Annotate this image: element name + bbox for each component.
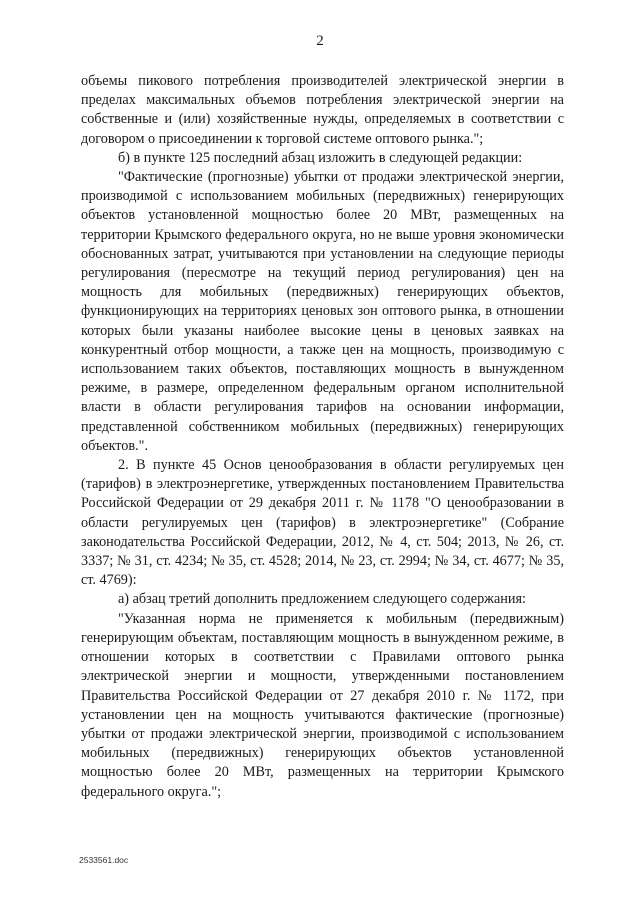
paragraph-quote-losses: "Фактические (прогнозные) убытки от продажи электрической энергии, производимой с использованием мобильных (передвижных) генерирующих объектов установленной мощностью более 20 МВт, размещенных на территории Крымского федерального округа, но не выше уровня экономически обоснованных затрат, учитываются при установлении на следующие периоды регулирования (пересмотре на текущий период регулирования) цен на мощность для мобильных (передвижных) генерирующих объектов, функционирующих на территориях ценовых зон оптового рынка, в отношении которых были указаны наиболее высокие цены в ценовых заявках на конкурентный отбор мощности, а также цен на мощность, производимую с использованием таких объектов, поставляющих мощность в вынужденном режиме, в размере, определенном федеральным органом исполнительной власти в области регулирования тарифов на основании информации, представленной собственником мобильных (передвижных) генерирующих объектов.". xyxy=(81,169,564,454)
file-name-footer: 2533561.doc xyxy=(79,855,129,865)
paragraph-quote-norm: "Указанная норма не применяется к мобильным (передвижным) генерирующим объектам, поставляющим мощность в вынужденном режиме, в отношении которых в соответствии с Правилами оптового рынка электрической энергии и мощности, утвержденными постановлением Правительства Российской Федерации от 27 декабря 2010 г. № 1172, при установлении цен на мощность учитываются фактические (прогнозные) убытки от продажи электрической энергии, производимой с использованием мобильных (передвижных) генерирующих объектов установленной мощностью более 20 МВт, размещенных на территории Крымского федерального округа."; xyxy=(81,610,564,800)
page-number: 2 xyxy=(316,33,324,49)
paragraph-continuation: объемы пикового потребления производителей электрической энергии в пределах максимальных объемов потребления электрической энергии на собственные и (или) хозяйственные нужды, определяемых в соответствии с договором о присоединении к торговой системе оптового рынка."; xyxy=(81,73,564,147)
document-body xyxy=(81,72,564,802)
paragraph-item-a: а) абзац третий дополнить предложением следующего содержания: xyxy=(118,591,526,608)
paragraph-item-2: 2. В пункте 45 Основ ценообразования в области регулируемых цен (тарифов) в электроэнергетике, утвержденных постановлением Правительства Российской Федерации от 29 декабря 2011 г. № 1178 "О ценообразовании в области регулируемых цен (тарифов) в электроэнергетике" (Собрание законодательства Российской Федерации, 2012, № 4, ст. 504; 2013, № 26, ст. 3337; № 31, ст. 4234; № 35, ст. 4528; 2014, № 23, ст. 2994; № 34, ст. 4677; № 35, ст. 4769): xyxy=(81,457,564,589)
paragraph-item-b: б) в пункте 125 последний абзац изложить в следующей редакции: xyxy=(118,149,523,166)
